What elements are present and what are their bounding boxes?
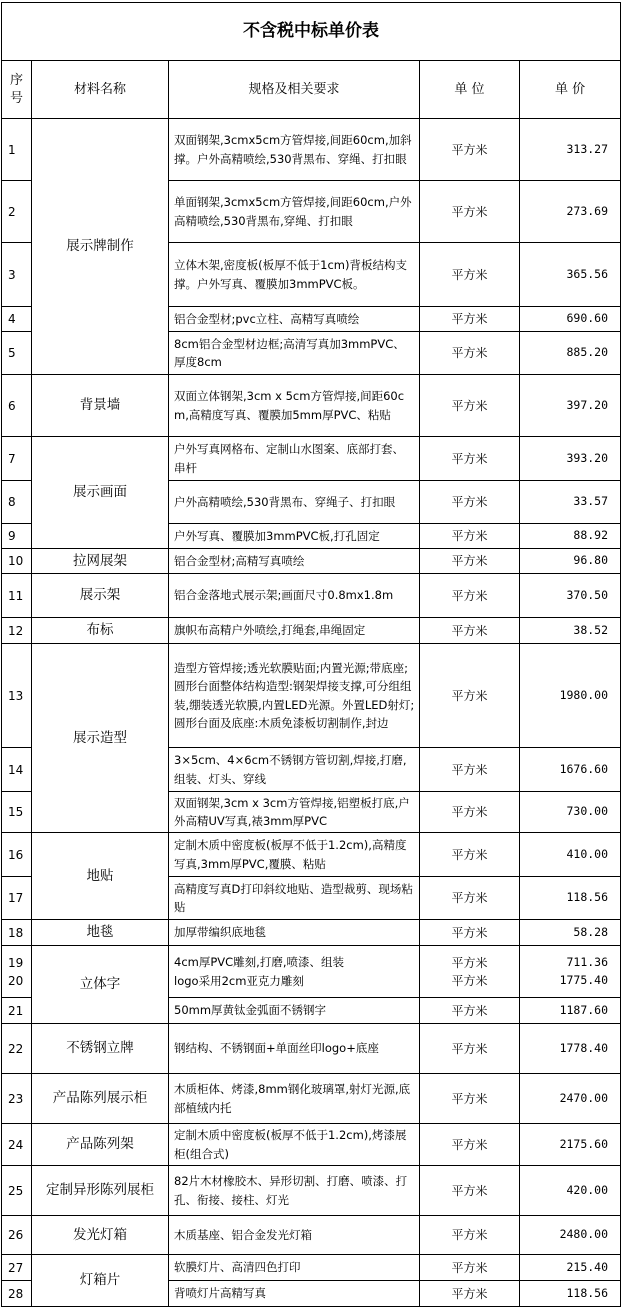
row-no: 27 [2,1255,32,1281]
row-spec: 双面钢架,3cm x 3cm方管焊接,铝塑板打底,户外高精UV写真,裱3mm厚PVC [169,792,420,833]
row-no: 12 [2,618,32,644]
group-name: 展示画面 [32,437,169,549]
row-unit: 平方米 [420,833,520,877]
row-unit: 平方米 [420,549,520,574]
row-no: 3 [2,243,32,307]
table-row [2,833,621,877]
row-no: 2 [2,181,32,243]
row-no [2,946,32,998]
table-row [2,1216,621,1255]
row-unit: 平方米 [420,998,520,1024]
row-unit: 平方米 [420,307,520,332]
row-unit: 平方米 [420,181,520,243]
row-spec: 软膜灯片、高清四色打印 [169,1255,420,1281]
row-spec: 高精度写真D打印斜纹地贴、造型裁剪、现场粘贴 [169,877,420,920]
title-row [2,3,621,61]
row-price [520,946,621,998]
row-no: 21 [2,998,32,1024]
row-unit: 平方米 [420,748,520,792]
row-no: 14 [2,748,32,792]
row-no: 8 [2,481,32,524]
table-row [2,1124,621,1166]
row-no: 22 [2,1024,32,1074]
row-price: 33.57 [520,481,621,524]
header-material-name: 材料名称 [32,61,169,119]
group-name: 拉网展架 [32,549,169,574]
row-price-20: 1775.40 [559,972,609,987]
group-name: 产品陈列架 [32,1124,169,1166]
header-row [2,61,621,119]
row-price: 365.56 [520,243,621,307]
row-unit: 平方米 [420,332,520,375]
row-no: 23 [2,1074,32,1124]
row-spec: 背喷灯片高精写真 [169,1281,420,1307]
row-unit: 平方米 [420,119,520,181]
header-no: 序号 [2,61,32,119]
table-row [2,119,621,181]
table-row [2,375,621,437]
row-spec: 双面钢架,3cmx5cm方管焊接,间距60cm,加斜撑。户外高精喷绘,530背黑布、穿绳、打扣眼 [169,119,420,181]
group-name: 展示牌制作 [32,119,169,375]
row-unit: 平方米 [420,920,520,946]
row-spec: 户外写真、覆膜加3mmPVC板,打孔固定 [169,524,420,549]
row-price: 730.00 [520,792,621,833]
row-unit: 平方米 [420,375,520,437]
row-price: 38.52 [520,618,621,644]
group-name: 地贴 [32,833,169,920]
row-no: 6 [2,375,32,437]
row-price: 88.92 [520,524,621,549]
row-price: 370.50 [520,574,621,618]
row-spec: 造型方管焊接;透光软膜贴面;内置光源;带底座;圆形台面整体结构造型:钢架焊接支撑,可分组组装,绷装透光软膜,内置LED光源。外置LED射灯;圆形台面及底座:木质免漆板切割制作,封边 [169,644,420,748]
row-price: 58.28 [520,920,621,946]
row-spec: 双面立体钢架,3cm x 5cm方管焊接,间距60cm,高精度写真、覆膜加5mm厚PVC、粘贴 [169,375,420,437]
table-row [2,1024,621,1074]
table-row [2,920,621,946]
row-price: 1980.00 [520,644,621,748]
row-unit: 平方米 [420,243,520,307]
row-no: 11 [2,574,32,618]
row-unit: 平方米 [420,1074,520,1124]
row-spec: 82片木材橡胶木、异形切割、打磨、喷漆、打孔、衔接、接柱、灯光 [169,1166,420,1216]
row-no: 5 [2,332,32,375]
table-row [2,437,621,481]
row-unit: 平方米 [420,1024,520,1074]
row-unit: 平方米 [420,524,520,549]
row-spec: 铝合金型材;高精写真喷绘 [169,549,420,574]
row-no: 16 [2,833,32,877]
price-table [1,2,621,1307]
group-name: 立体字 [32,946,169,1024]
row-price: 215.40 [520,1255,621,1281]
row-unit: 平方米 [420,1166,520,1216]
row-spec: 单面钢架,3cmx5cm方管焊接,间距60cm,户外高精喷绘,530背黑布,穿绳、打扣眼 [169,181,420,243]
group-name: 灯箱片 [32,1255,169,1307]
row-spec [169,946,420,998]
row-spec: 铝合金落地式展示架;画面尺寸0.8mx1.8m [169,574,420,618]
row-spec: 立体木架,密度板(板厚不低于1cm)背板结构支撑。户外写真、覆膜加3mmPVC板。 [169,243,420,307]
group-name: 不锈钢立牌 [32,1024,169,1074]
group-name: 地毯 [32,920,169,946]
row-spec: 旗帜布高精户外喷绘,打绳套,串绳固定 [169,618,420,644]
row-price: 118.56 [520,1281,621,1307]
row-no: 15 [2,792,32,833]
row-spec: 8cm铝合金型材边框;高清写真加3mmPVC、厚度8cm [169,332,420,375]
row-spec: 木质基座、铝合金发光灯箱 [169,1216,420,1255]
row-unit: 平方米 [420,574,520,618]
row-unit: 平方米 [420,437,520,481]
group-name: 发光灯箱 [32,1216,169,1255]
row-price: 420.00 [520,1166,621,1216]
row-price: 1778.40 [520,1024,621,1074]
table-row [2,574,621,618]
row-no: 13 [2,644,32,748]
table-row [2,946,621,998]
row-no: 26 [2,1216,32,1255]
row-no: 25 [2,1166,32,1216]
row-price: 393.20 [520,437,621,481]
row-unit: 平方米 [420,877,520,920]
row-spec: 定制木质中密度板(板厚不低于1.2cm),烤漆展柜(组合式) [169,1124,420,1166]
table-row [2,1074,621,1124]
row-price: 2470.00 [520,1074,621,1124]
row-unit: 平方米 [420,792,520,833]
row-spec: 木质柜体、烤漆,8mm钢化玻璃罩,射灯光源,底部植绒内托 [169,1074,420,1124]
row-unit: 平方米 [420,1255,520,1281]
row-price: 885.20 [520,332,621,375]
row-price: 690.60 [520,307,621,332]
row-spec: 3×5cm、4×6cm不锈钢方管切割,焊接,打磨,组装、灯头、穿线 [169,748,420,792]
row-spec: 钢结构、不锈钢面+单面丝印logo+底座 [169,1024,420,1074]
row-no: 10 [2,549,32,574]
row-no: 18 [2,920,32,946]
row-unit [420,946,520,998]
table-row [2,1255,621,1281]
row-unit: 平方米 [420,644,520,748]
row-unit: 平方米 [420,618,520,644]
table-row [2,618,621,644]
row-no-20: 20 [8,973,24,988]
row-price: 2480.00 [520,1216,621,1255]
row-price: 1187.60 [520,998,621,1024]
row-no: 1 [2,119,32,181]
group-name: 布标 [32,618,169,644]
header-unit: 单 位 [420,61,520,119]
row-no-19: 19 [8,955,24,970]
row-spec: 户外高精喷绘,530背黑布、穿绳子、打扣眼 [169,481,420,524]
row-price: 2175.60 [520,1124,621,1166]
table-row [2,644,621,748]
row-unit: 平方米 [420,481,520,524]
header-price: 单 价 [520,61,621,119]
row-unit: 平方米 [420,1281,520,1307]
group-name: 产品陈列展示柜 [32,1074,169,1124]
row-spec-19: 4cm厚PVC雕刻,打磨,喷漆、组装 [174,955,344,970]
row-unit: 平方米 [420,1124,520,1166]
row-spec: 铝合金型材;pvc立柱、高精写真喷绘 [169,307,420,332]
row-no: 17 [2,877,32,920]
row-no: 28 [2,1281,32,1307]
row-spec-20: logo采用2cm亚克力雕刻 [174,973,304,988]
group-name: 展示架 [32,574,169,618]
group-name: 背景墙 [32,375,169,437]
row-spec: 定制木质中密度板(板厚不低于1.2cm),高精度写真,3mm厚PVC,覆膜、粘贴 [169,833,420,877]
row-no: 4 [2,307,32,332]
row-price: 410.00 [520,833,621,877]
row-price: 96.80 [520,549,621,574]
row-price-19: 711.36 [566,955,609,970]
row-no: 9 [2,524,32,549]
table-title: 不含税中标单价表 [2,3,621,61]
group-name: 展示造型 [32,644,169,833]
row-price: 1676.60 [520,748,621,792]
row-unit: 平方米 [420,1216,520,1255]
header-spec: 规格及相关要求 [169,61,420,119]
row-price: 118.56 [520,877,621,920]
row-price: 273.69 [520,181,621,243]
row-unit-20: 平方米 [451,973,488,988]
row-spec: 户外写真网格布、定制山水图案、底部打套、串杆 [169,437,420,481]
row-no: 7 [2,437,32,481]
group-name: 定制异形陈列展柜 [32,1166,169,1216]
row-no: 24 [2,1124,32,1166]
row-price: 397.20 [520,375,621,437]
table-row [2,1166,621,1216]
table-row [2,549,621,574]
row-spec: 50mm厚黄钛金弧面不锈钢字 [169,998,420,1024]
row-spec: 加厚带编织底地毯 [169,920,420,946]
row-unit-19: 平方米 [451,955,488,970]
row-price: 313.27 [520,119,621,181]
